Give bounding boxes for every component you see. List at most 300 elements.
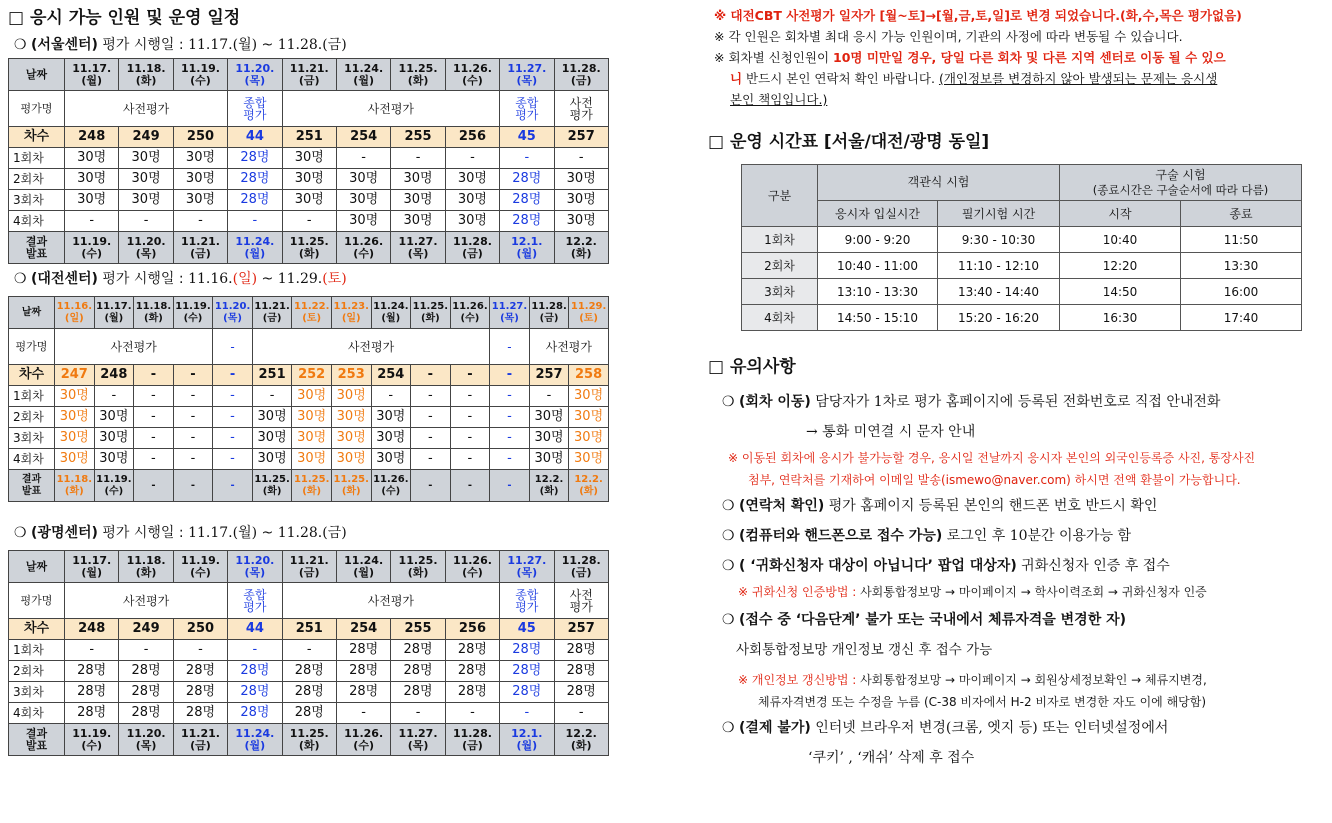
caution-text: 평가 홈페이지 등록된 본인의 핸드폰 번호 반드시 확인 (824, 498, 1158, 514)
date-cell: 11.23. (일) (331, 297, 371, 329)
capacity-cell: 28명 (445, 661, 499, 682)
right-column (708, 0, 1323, 773)
row-label-date: 날짜 (9, 59, 65, 91)
result-cell: 12.1. (월) (500, 232, 554, 264)
caution-update-note2: 체류자격변경 또는 수정을 누름 (C-38 비자에서 H-2 비자로 변경한 자도 이에 해당함) (758, 695, 1207, 709)
capacity-cell: 28명 (65, 682, 119, 703)
capacity-cell: 30명 (65, 169, 119, 190)
capacity-cell: - (554, 703, 608, 724)
capacity-cell: 30명 (119, 190, 173, 211)
result-row (9, 724, 609, 756)
sub-enter: 응시자 입실시간 (818, 201, 938, 227)
sub-start: 시작 (1060, 201, 1181, 227)
row-label-result: 결과 발표 (9, 724, 65, 756)
caution-text: ‘쿠키’ , ‘캐쉬’ 삭제 후 접수 (808, 750, 975, 766)
round-cell: 248 (65, 619, 119, 640)
row-label-result: 결과 발표 (9, 470, 55, 502)
caution-text: 인터넷 브라우저 변경(크롬, 엣지 등) 또는 인터넷설정에서 (810, 720, 1169, 736)
date-cell: 11.22. (토) (292, 297, 332, 329)
capacity-cell: - (411, 407, 451, 428)
capacity-cell: - (173, 386, 213, 407)
session-label: 2회차 (9, 661, 65, 682)
capacity-cell: 28명 (173, 703, 227, 724)
period-label: 평가 시행일 : (102, 525, 184, 541)
result-cell: 11.19. (수) (94, 470, 134, 502)
notice-text: ※ 대전CBT 사전평가 일자가 [월~토]→[월,금,토,일]로 변경 되었습니다.(화,수,목은 평가없음) (714, 8, 1242, 23)
capacity-cell: 30명 (55, 386, 95, 407)
result-cell: 11.24. (월) (228, 232, 282, 264)
capacity-cell: 30명 (391, 169, 445, 190)
round-row (9, 365, 609, 386)
result-cell: 12.1. (월) (500, 724, 554, 756)
timetable (741, 164, 1302, 331)
capacity-cell: - (450, 428, 490, 449)
schedule-title: □ 응시 가능 인원 및 운영 일정 (8, 8, 241, 28)
capacity-cell: - (411, 428, 451, 449)
round-cell: 249 (119, 619, 173, 640)
period-start: 11.16. (188, 271, 233, 287)
capacity-cell: - (445, 148, 499, 169)
date-cell: 11.17. (월) (65, 59, 119, 91)
session-label: 1회차 (9, 148, 65, 169)
result-cell: 11.27. (목) (391, 724, 445, 756)
capacity-cell: 30명 (331, 407, 371, 428)
session-row (9, 640, 609, 661)
capacity-cell: 30명 (282, 169, 336, 190)
capacity-cell: - (500, 148, 554, 169)
capacity-cell: 28명 (500, 640, 554, 661)
eval-cell: 사전 평가 (554, 91, 608, 127)
caution-contact: ❍ (연락처 확인) 평가 홈페이지 등록된 본인의 핸드폰 번호 반드시 확인 (722, 498, 1158, 514)
timetable-time: 16:30 (1060, 305, 1181, 331)
timetable-time: 9:30 - 10:30 (938, 227, 1060, 253)
round-cell: 251 (282, 127, 336, 148)
capacity-cell: - (213, 449, 253, 470)
capacity-cell: 30명 (331, 449, 371, 470)
capacity-cell: 28명 (119, 661, 173, 682)
capacity-cell: 28명 (228, 169, 282, 190)
row-label-eval: 평가명 (9, 583, 65, 619)
capacity-cell: - (119, 640, 173, 661)
date-row (9, 59, 609, 91)
date-cell: 11.21. (금) (282, 551, 336, 583)
note-label: ※ 개인정보 갱신방법 : (738, 673, 861, 687)
capacity-cell: - (391, 703, 445, 724)
session-row (9, 407, 609, 428)
notice-move (714, 47, 1323, 110)
capacity-cell: - (65, 640, 119, 661)
capacity-cell: - (490, 449, 530, 470)
eval-cell: 사전평가 (282, 91, 500, 127)
capacity-cell: 30명 (252, 407, 292, 428)
session-row (9, 682, 609, 703)
result-cell: 11.25. (화) (282, 232, 336, 264)
result-cell: 11.27. (목) (391, 232, 445, 264)
capacity-cell: 28명 (336, 640, 390, 661)
result-row (9, 232, 609, 264)
capacity-cell: 28명 (228, 148, 282, 169)
date-cell: 11.19. (수) (173, 297, 213, 329)
capacity-cell: 30명 (371, 407, 411, 428)
period-start-day: (일) (232, 271, 258, 287)
round-cell: 256 (445, 619, 499, 640)
timetable-time: 10:40 - 11:00 (818, 253, 938, 279)
capacity-cell: 28명 (228, 682, 282, 703)
caution-move: ❍ (회차 이동) 담당자가 1차로 평가 홈페이지에 등록된 전화번호로 직접 안내전화 (722, 394, 1221, 410)
timetable-time: 13:30 (1181, 253, 1302, 279)
capacity-cell: - (213, 407, 253, 428)
left-column (8, 0, 608, 756)
round-cell: 251 (252, 365, 292, 386)
timetable-session: 2회차 (742, 253, 818, 279)
session-row (9, 211, 609, 232)
caution-text: 로그인 후 10분간 이용가능 함 (942, 528, 1132, 544)
date-cell: 11.25. (화) (391, 551, 445, 583)
capacity-cell: 30명 (292, 386, 332, 407)
capacity-cell: 30명 (173, 148, 227, 169)
period-end: 11.29. (277, 271, 323, 287)
capacity-cell: - (65, 211, 119, 232)
result-cell: 11.25. (화) (252, 470, 292, 502)
capacity-cell: 30명 (569, 386, 609, 407)
notice-red: 니 (730, 71, 743, 86)
result-cell: 11.25. (화) (292, 470, 332, 502)
capacity-cell: 30명 (391, 211, 445, 232)
result-cell: - (450, 470, 490, 502)
session-row (9, 148, 609, 169)
capacity-cell: - (336, 703, 390, 724)
round-cell: 255 (391, 619, 445, 640)
capacity-cell: 28명 (500, 169, 554, 190)
date-cell: 11.28. (금) (554, 551, 608, 583)
session-label: 1회차 (9, 640, 65, 661)
result-cell: 11.21. (금) (173, 724, 227, 756)
round-cell: - (450, 365, 490, 386)
center-name: (대전센터) (31, 271, 98, 287)
capacity-cell: - (445, 703, 499, 724)
date-cell: 11.27. (목) (490, 297, 530, 329)
eval-cell: 사전평가 (252, 329, 489, 365)
period-label: 평가 시행일 : (102, 37, 184, 53)
date-cell: 11.27. (목) (500, 59, 554, 91)
row-label-round: 차수 (9, 127, 65, 148)
eval-cell: 사전 평가 (554, 583, 608, 619)
round-cell: - (213, 365, 253, 386)
col-objective: 객관식 시험 (818, 165, 1060, 201)
session-label: 4회차 (9, 703, 65, 724)
caution-next-step-text: 사회통합정보망 개인정보 갱신 후 접수 가능 (736, 642, 993, 658)
capacity-cell: 30명 (173, 190, 227, 211)
capacity-cell: 30명 (292, 449, 332, 470)
capacity-cell: 30명 (94, 449, 134, 470)
period-label: 평가 시행일 : (102, 271, 184, 287)
session-label: 2회차 (9, 169, 65, 190)
caution-payment-sub (808, 743, 1323, 773)
center-name: (광명센터) (31, 525, 98, 541)
caution-label: (접수 중 ‘다음단계’ 불가 또는 국내에서 체류자격을 변경한 자) (739, 612, 1127, 628)
date-cell: 11.25. (화) (411, 297, 451, 329)
timetable-time: 14:50 - 15:10 (818, 305, 938, 331)
capacity-cell: 30명 (554, 211, 608, 232)
result-row (9, 470, 609, 502)
capacity-cell: 30명 (55, 449, 95, 470)
capacity-cell: 30명 (119, 148, 173, 169)
notice-underline: 본인 책임입니다.) (730, 92, 828, 107)
capacity-cell: 30명 (371, 428, 411, 449)
capacity-cell: 28명 (391, 661, 445, 682)
capacity-cell: 30명 (336, 211, 390, 232)
capacity-cell: 30명 (391, 190, 445, 211)
date-cell: 11.18. (화) (119, 59, 173, 91)
caution-label: (컴퓨터와 핸드폰으로 접수 가능) (739, 528, 943, 544)
round-cell: 252 (292, 365, 332, 386)
caution-naturalization-note (738, 581, 1323, 603)
session-row (9, 386, 609, 407)
capacity-cell: - (228, 640, 282, 661)
capacity-cell: 28명 (391, 640, 445, 661)
bullet-icon: ❍ (14, 37, 27, 53)
capacity-cell: 28명 (554, 661, 608, 682)
capacity-cell: 28명 (119, 682, 173, 703)
round-cell: 250 (173, 127, 227, 148)
result-cell: - (213, 470, 253, 502)
capacity-cell: 30명 (173, 169, 227, 190)
timetable-time: 17:40 (1181, 305, 1302, 331)
date-cell: 11.17. (월) (65, 551, 119, 583)
timetable-title: □ 운영 시간표 [서울/대전/광명 동일] (708, 132, 990, 152)
capacity-cell: - (228, 211, 282, 232)
notice-red: 10명 미만일 경우, 당일 다른 회차 및 다른 지역 센터로 이동 될 수 있으 (833, 50, 1226, 65)
eval-row (9, 329, 609, 365)
date-cell: 11.24. (월) (336, 59, 390, 91)
capacity-cell: 30명 (65, 190, 119, 211)
session-row (9, 190, 609, 211)
notice-underline: (개인정보를 변경하지 않아 발생되는 문제는 응시생 (938, 71, 1218, 86)
timetable-row (742, 305, 1302, 331)
date-cell: 11.28. (금) (554, 59, 608, 91)
date-cell: 11.17. (월) (94, 297, 134, 329)
round-cell: 255 (391, 127, 445, 148)
note-label: ※ 귀화신청 인증방법 : (738, 585, 861, 599)
capacity-cell: - (371, 386, 411, 407)
result-cell: 11.26. (수) (336, 724, 390, 756)
notice-text: ※ 회차별 신청인원이 (714, 50, 833, 65)
bullet-icon: ❍ (14, 271, 27, 287)
capacity-cell: - (336, 148, 390, 169)
capacity-cell: 28명 (282, 703, 336, 724)
capacity-cell: - (282, 640, 336, 661)
timetable-time: 16:00 (1181, 279, 1302, 305)
capacity-cell: 30명 (529, 428, 569, 449)
round-cell: 248 (65, 127, 119, 148)
row-label-eval: 평가명 (9, 91, 65, 127)
capacity-cell: 30명 (292, 407, 332, 428)
capacity-cell: 30명 (282, 190, 336, 211)
round-cell: 254 (336, 619, 390, 640)
result-cell: - (134, 470, 174, 502)
timetable-time: 9:00 - 9:20 (818, 227, 938, 253)
capacity-cell: 30명 (119, 169, 173, 190)
caution-label: (결제 불가) (739, 720, 811, 736)
capacity-cell: 28명 (119, 703, 173, 724)
date-cell: 11.28. (금) (529, 297, 569, 329)
bullet-icon: ❍ (14, 525, 27, 541)
capacity-cell: 30명 (331, 386, 371, 407)
capacity-cell: 28명 (336, 682, 390, 703)
capacity-cell: - (94, 386, 134, 407)
capacity-cell: 30명 (252, 449, 292, 470)
capacity-cell: - (119, 211, 173, 232)
capacity-cell: 28명 (445, 682, 499, 703)
capacity-cell: 30명 (554, 190, 608, 211)
capacity-cell: 30명 (529, 449, 569, 470)
capacity-cell: 28명 (173, 682, 227, 703)
capacity-cell: 28명 (282, 661, 336, 682)
gwangmyeong-schedule-table (8, 550, 609, 756)
capacity-cell: 28명 (173, 661, 227, 682)
notice-schedule-change (714, 5, 1323, 26)
caution-update-note (738, 669, 1323, 691)
timetable-time: 12:20 (1060, 253, 1181, 279)
timetable-time: 13:40 - 14:40 (938, 279, 1060, 305)
capacity-cell: - (411, 449, 451, 470)
capacity-cell: - (173, 211, 227, 232)
caution-refund-note2: 첨부, 연락처를 기재하여 이메일 발송(ismewo@naver.com) 하시면 전액 환불이 가능합니다. (748, 473, 1241, 487)
result-cell: - (490, 470, 530, 502)
capacity-cell: 30명 (569, 428, 609, 449)
capacity-cell: 30명 (94, 428, 134, 449)
period-sep: ~ (261, 37, 274, 53)
round-cell: 256 (445, 127, 499, 148)
capacity-cell: - (450, 386, 490, 407)
timetable-time: 14:50 (1060, 279, 1181, 305)
result-cell: 12.2. (화) (569, 470, 609, 502)
eval-cell: 종합 평가 (500, 583, 554, 619)
date-cell: 11.21. (금) (252, 297, 292, 329)
date-cell: 11.29. (토) (569, 297, 609, 329)
session-row (9, 428, 609, 449)
caution-refund-note: ※ 이동된 회차에 응시가 불가능할 경우, 응시일 전날까지 응시자 본인의 외국인등록증 사진, 통장사진 (728, 451, 1256, 465)
timetable-time: 10:40 (1060, 227, 1181, 253)
capacity-cell: - (490, 407, 530, 428)
session-label: 1회차 (9, 386, 55, 407)
round-row (9, 619, 609, 640)
caution-next-step: ❍ (접수 중 ‘다음단계’ 불가 또는 국내에서 체류자격을 변경한 자) (722, 612, 1127, 628)
capacity-cell: - (554, 148, 608, 169)
round-cell: 257 (554, 619, 608, 640)
capacity-cell: 30명 (94, 407, 134, 428)
round-cell: 254 (336, 127, 390, 148)
caution-label: ( ‘귀화신청자 대상이 아닙니다’ 팝업 대상자) (739, 558, 1017, 574)
session-label: 2회차 (9, 407, 55, 428)
period-end-day: (토) (322, 271, 347, 287)
round-cell: - (134, 365, 174, 386)
capacity-cell: 28명 (228, 190, 282, 211)
row-label-date: 날짜 (9, 551, 65, 583)
date-row (9, 297, 609, 329)
col-oral-note: (종료시간은 구술순서에 따라 다름) (1092, 182, 1269, 197)
round-cell: 247 (55, 365, 95, 386)
period-sep: ~ (261, 525, 274, 541)
capacity-cell: - (173, 428, 213, 449)
capacity-cell: 30명 (282, 148, 336, 169)
eval-cell: 종합 평가 (500, 91, 554, 127)
timetable-session: 3회차 (742, 279, 818, 305)
period-start: 11.17.(월) (188, 37, 258, 53)
date-cell: 11.20. (목) (228, 551, 282, 583)
result-cell: 11.28. (금) (445, 724, 499, 756)
capacity-cell: 28명 (554, 640, 608, 661)
result-cell: 11.20. (목) (119, 724, 173, 756)
timetable-session: 4회차 (742, 305, 818, 331)
round-cell: 45 (500, 127, 554, 148)
capacity-cell: - (450, 407, 490, 428)
eval-cell: 종합 평가 (228, 583, 282, 619)
seoul-heading (14, 32, 608, 58)
eval-cell: 사전평가 (529, 329, 608, 365)
session-label: 3회차 (9, 428, 55, 449)
capacity-cell: 28명 (554, 682, 608, 703)
capacity-cell: - (213, 428, 253, 449)
timetable-time: 15:20 - 16:20 (938, 305, 1060, 331)
result-cell: 11.20. (목) (119, 232, 173, 264)
note-path: 사회통합정보망 → 마이페이지 → 회원상세정보확인 → 체류지변경, (860, 673, 1207, 687)
capacity-cell: 28명 (65, 703, 119, 724)
period-sep: ~ (261, 271, 274, 287)
capacity-cell: - (500, 703, 554, 724)
caution-label: (연락처 확인) (739, 498, 825, 514)
notice-text: 반드시 본인 연락처 확인 바랍니다. (742, 71, 939, 86)
result-cell: 11.26. (수) (336, 232, 390, 264)
round-cell: 249 (119, 127, 173, 148)
gwangmyeong-heading (14, 520, 608, 546)
capacity-cell: - (134, 449, 174, 470)
result-cell: 11.18. (화) (55, 470, 95, 502)
round-cell: 251 (282, 619, 336, 640)
session-label: 4회차 (9, 211, 65, 232)
date-cell: 11.25. (화) (391, 59, 445, 91)
capacity-cell: 28명 (282, 682, 336, 703)
round-cell: 44 (228, 619, 282, 640)
capacity-cell: - (490, 428, 530, 449)
capacity-cell: 30명 (371, 449, 411, 470)
round-cell: - (173, 365, 213, 386)
date-cell: 11.21. (금) (282, 59, 336, 91)
caution-text: 담당자가 1차로 평가 홈페이지에 등록된 전화번호로 직접 안내전화 (810, 394, 1221, 410)
caution-device: ❍ (컴퓨터와 핸드폰으로 접수 가능) 로그인 후 10분간 이용가능 함 (722, 528, 1132, 544)
capacity-cell: 30명 (554, 169, 608, 190)
capacity-cell: 28명 (228, 703, 282, 724)
row-label-round: 차수 (9, 619, 65, 640)
capacity-cell: - (391, 148, 445, 169)
capacity-cell: - (134, 407, 174, 428)
capacity-cell: 30명 (569, 449, 609, 470)
capacity-cell: - (282, 211, 336, 232)
date-cell: 11.20. (목) (213, 297, 253, 329)
eval-row (9, 91, 609, 127)
result-cell: 11.24. (월) (228, 724, 282, 756)
timetable-row (742, 227, 1302, 253)
eval-cell: 종합 평가 (228, 91, 282, 127)
round-cell: - (490, 365, 530, 386)
timetable-row (742, 279, 1302, 305)
date-cell: 11.24. (월) (336, 551, 390, 583)
capacity-cell: - (450, 449, 490, 470)
capacity-cell: - (134, 428, 174, 449)
result-cell: - (173, 470, 213, 502)
eval-cell: - (213, 329, 253, 365)
col-division: 구분 (742, 165, 818, 227)
